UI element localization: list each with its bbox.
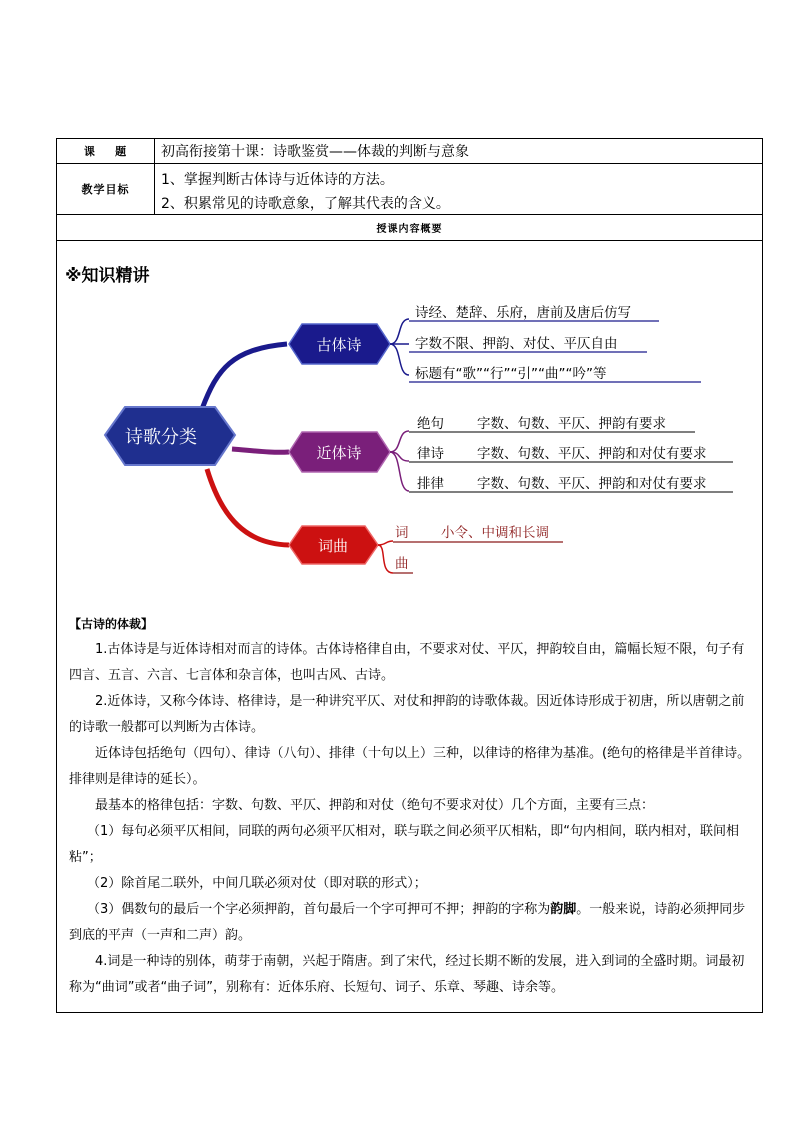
topic-value: 初高衔接第十课：诗歌鉴赏——体裁的判断与意象 (161, 144, 469, 160)
modern-item-1-name: 绝句 (417, 416, 444, 432)
poetry-classification-mindmap (57, 139, 762, 609)
overview-label: 授课内容概要 (376, 224, 443, 235)
ancient-item-2: 字数不限、押韵、对仗、平仄自由 (415, 336, 618, 352)
goal-item-2: 2、积累常见的诗歌意象，了解其代表的含义。 (161, 196, 450, 212)
body-text (69, 611, 754, 1001)
connector-modern (232, 449, 289, 452)
paragraph-8: 4.词是一种诗的别体，萌芽于南朝，兴起于隋唐。到了宋代，经过长期不断的发展，进入到词的全盛时期。词最初称为“曲词”或者“曲子词”，别称有：近体乐府、长短句、词子、乐章、琴趣、诗余等。 (69, 954, 745, 995)
modern-item-3-name: 排律 (417, 476, 444, 492)
goal-item-1: 1、掌握判断古体诗与近体诗的方法。 (161, 172, 394, 188)
keyword-rhyme-foot: 韵脚 (550, 902, 577, 917)
modern-item-2-desc: 字数、句数、平仄、押韵和对仗有要求 (477, 446, 707, 462)
branch-ci-label: 词曲 (317, 537, 349, 555)
modern-item-1-desc: 字数、句数、平仄、押韵有要求 (477, 416, 666, 432)
paragraph-5: （1）每句必须平仄相间，同联的两句必须平仄相对，联与联之间必须平仄相粘，即“句内相间，联内相对，联间相粘”； (69, 824, 740, 865)
section-heading: ※知识精讲 (65, 266, 150, 286)
paragraph-4: 最基本的格律包括：字数、句数、平仄、押韵和对仗（绝句不要求对仗）几个方面，主要有三点： (95, 798, 655, 813)
ci-item-1-name: 词 (395, 525, 409, 541)
paragraph-6: （2）除首尾二联外，中间几联必须对仗（即对联的形式）； (87, 876, 427, 891)
ci-item-2-name: 曲 (395, 556, 409, 572)
topic-label: 课 题 (57, 139, 155, 163)
ancient-item-3: 标题有“歌”“行”“引”“曲”“吟”等 (415, 366, 607, 382)
ancient-item-1: 诗经、楚辞、乐府，唐前及唐后仿写 (415, 305, 631, 321)
paragraph-1: 1.古体诗是与近体诗相对而言的诗体。古体诗格律自由，不要求对仗、平仄，押韵较自由，篇幅长短不限，句子有四言、五言、六言、七言体和杂言体，也叫古风、古诗。 (69, 642, 745, 683)
paragraph-3: 近体诗包括绝句（四句）、律诗（八句）、排律（十句以上）三种，以律诗的格律为基准。(绝句的格律是半首律诗。排律则是律诗的延长）。 (69, 746, 751, 787)
ci-item-1-desc: 小令、中调和长调 (441, 525, 549, 541)
body-subhead: 【古诗的体裁】 (69, 617, 154, 631)
lesson-sheet (56, 138, 763, 1013)
paragraph-2: 2.近体诗，又称今体诗、格律诗，是一种讲究平仄、对仗和押韵的诗歌体裁。因近体诗形成于初唐，所以唐朝之前的诗歌一般都可以判断为古体诗。 (69, 694, 745, 735)
goals-label: 教学目标 (57, 164, 155, 214)
branch-ancient-label: 古体诗 (316, 336, 362, 354)
modern-item-3-desc: 字数、句数、平仄、押韵和对仗有要求 (477, 476, 707, 492)
connector-ci (207, 469, 289, 545)
center-node-label: 诗歌分类 (125, 427, 197, 448)
paragraph-7: （3）偶数句的最后一个字必须押韵，首句最后一个字可押可不押；押韵的字称为韵脚。一般来说，诗韵必须押同步到底的平声（一声和二声）韵。 (69, 902, 746, 943)
connector-ancient (202, 344, 287, 409)
modern-item-2-name: 律诗 (417, 446, 444, 462)
branch-modern-label: 近体诗 (316, 444, 362, 462)
